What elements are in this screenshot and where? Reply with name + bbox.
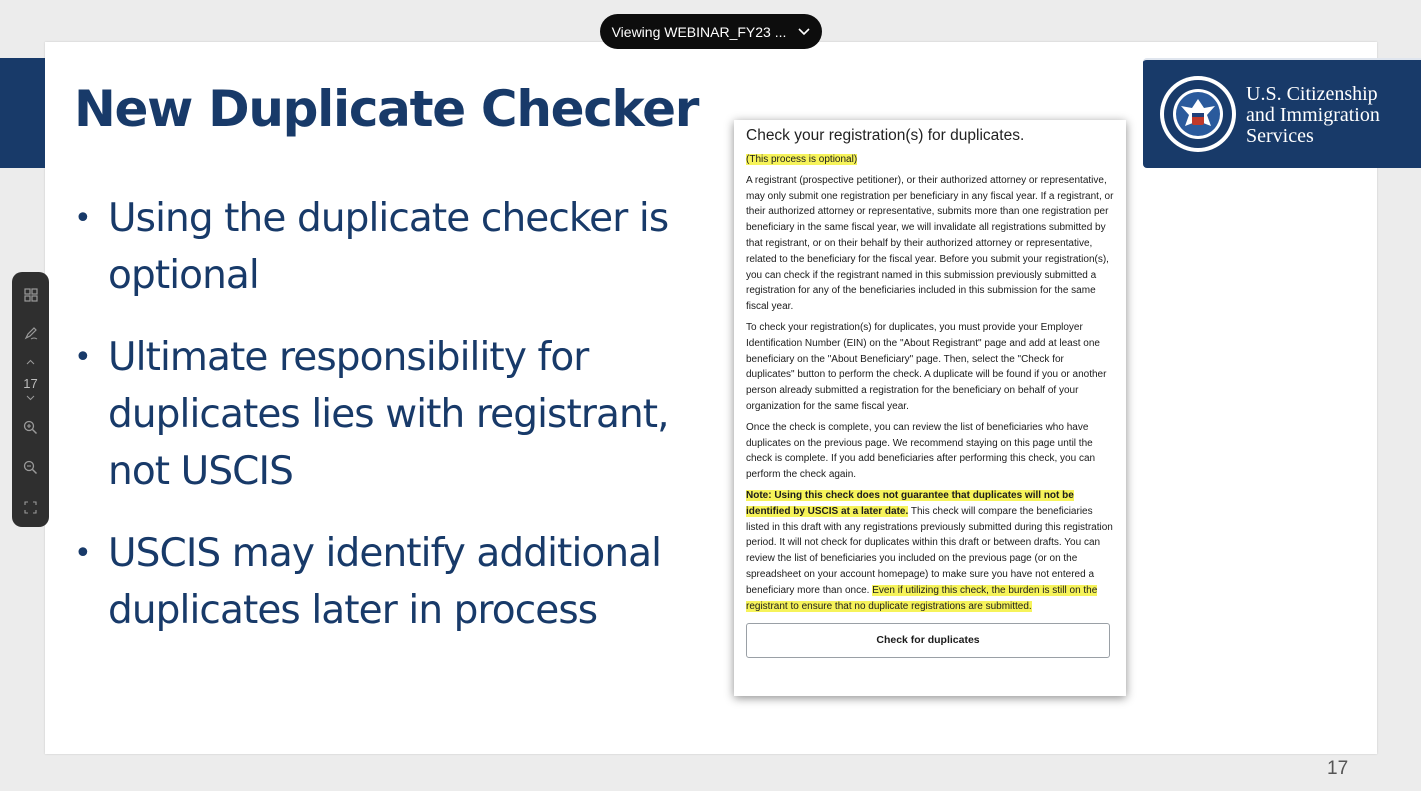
grid-view-button[interactable]: [12, 280, 49, 310]
slide-title: New Duplicate Checker: [74, 80, 699, 138]
agency-name: [1246, 84, 1380, 147]
zoom-out-icon: [23, 460, 38, 475]
viewing-label: Viewing WEBINAR_FY23 ...: [611, 23, 787, 40]
uscis-logo: [1143, 58, 1421, 168]
dhs-seal-icon: [1159, 75, 1237, 153]
current-page-number: 17: [23, 375, 38, 391]
doc-paragraph-3: Once the check is complete, you can review the list of beneficiaries who have duplicates on the previous page. We recommend staying on this page until the check is complete. If you add beneficiaries after performing this check, you can perform the check again.: [746, 421, 1096, 481]
bullet-item: [72, 190, 712, 304]
chevron-down-icon: [26, 395, 35, 401]
bullet-dot-icon: •: [74, 536, 91, 571]
fullscreen-button[interactable]: [12, 492, 49, 522]
doc-heading: Check your registration(s) for duplicates.: [746, 127, 1025, 144]
optional-note-text: (This process is optional): [746, 154, 858, 165]
bullet-list: [72, 190, 712, 664]
bullet-item: [72, 329, 712, 500]
chevron-up-icon: [26, 359, 35, 365]
slide-number: 17: [1327, 758, 1349, 779]
doc-paragraph-2: To check your registration(s) for duplicates, you must provide your Employer Identification Number (EIN) on the "About Registrant" page and add at least one beneficiary on the "About Beneficiary" page. Then, select the "Check for duplicates" button to perform the check. A duplicate will be found if you or another person already submitted a registration for the beneficiary on behalf of your organization for the same fiscal year.: [746, 321, 1107, 412]
bullet-text: Using the duplicate checker is optional: [108, 196, 669, 298]
bullet-item: [72, 525, 712, 639]
fullscreen-icon: [24, 501, 37, 514]
chevron-down-icon: [798, 28, 810, 36]
viewer-toolbar: [12, 272, 49, 527]
grid-icon: [24, 288, 38, 302]
bullet-text: USCIS may identify additional duplicates later in process: [108, 531, 662, 633]
previous-page-button[interactable]: [12, 356, 49, 368]
agency-name-line2: and Immigration: [1246, 104, 1380, 126]
doc-note-paragraph: [746, 488, 1114, 614]
page-indicator: [12, 374, 49, 392]
bullet-text: Ultimate responsibility for duplicates lies with registrant, not USCIS: [108, 335, 669, 494]
header-band-left: [0, 58, 45, 168]
bullet-dot-icon: •: [74, 340, 91, 375]
doc-paragraph-1: A registrant (prospective petitioner), or their authorized attorney or representative, may only submit one registration per beneficiary in any fiscal year. If a registrant, or their authorized attorney or representative, submits more than one registration per beneficiary in the same fiscal year, we will invalidate all registrations submitted by that registrant, or on their behalf by their authorized attorney or representative, related to the beneficiary for the fiscal year. Before you submit your registration(s), you can check if the registrant named in this submission previously submitted a registration for any of the beneficiaries included in this submission for the same fiscal year.: [746, 174, 1114, 313]
agency-name-line3: Services: [1246, 125, 1314, 147]
zoom-in-button[interactable]: [12, 412, 49, 442]
agency-name-line1: U.S. Citizenship: [1246, 83, 1378, 105]
note-highlight: Note: Using this check does not guarantee that duplicates will not be identified by USCIS at a later date.: [746, 489, 1074, 517]
optional-note: [746, 152, 1114, 168]
next-page-button[interactable]: [12, 392, 49, 404]
check-for-duplicates-button: Check for duplicates: [746, 623, 1110, 658]
note-body: This check will compare the beneficiaries listed in this draft with any registrations previously submitted during this registration period. It will not check for duplicates within this draft or between drafts. You can review the list of beneficiaries you included on the previous page (or on the spreadsheet on your account homepage) to make sure you have not entered a beneficiary more than once.: [746, 505, 1113, 596]
viewing-dropdown[interactable]: [600, 14, 822, 49]
pen-icon: [24, 326, 38, 340]
annotate-button[interactable]: [12, 318, 49, 348]
form-screenshot: [734, 120, 1126, 696]
zoom-in-icon: [23, 420, 38, 435]
zoom-out-button[interactable]: [12, 452, 49, 482]
burden-highlight: Even if utilizing this check, the burden is still on the registrant to ensure that no duplicate registrations are submitted.: [746, 584, 1098, 612]
bullet-dot-icon: •: [74, 201, 91, 236]
